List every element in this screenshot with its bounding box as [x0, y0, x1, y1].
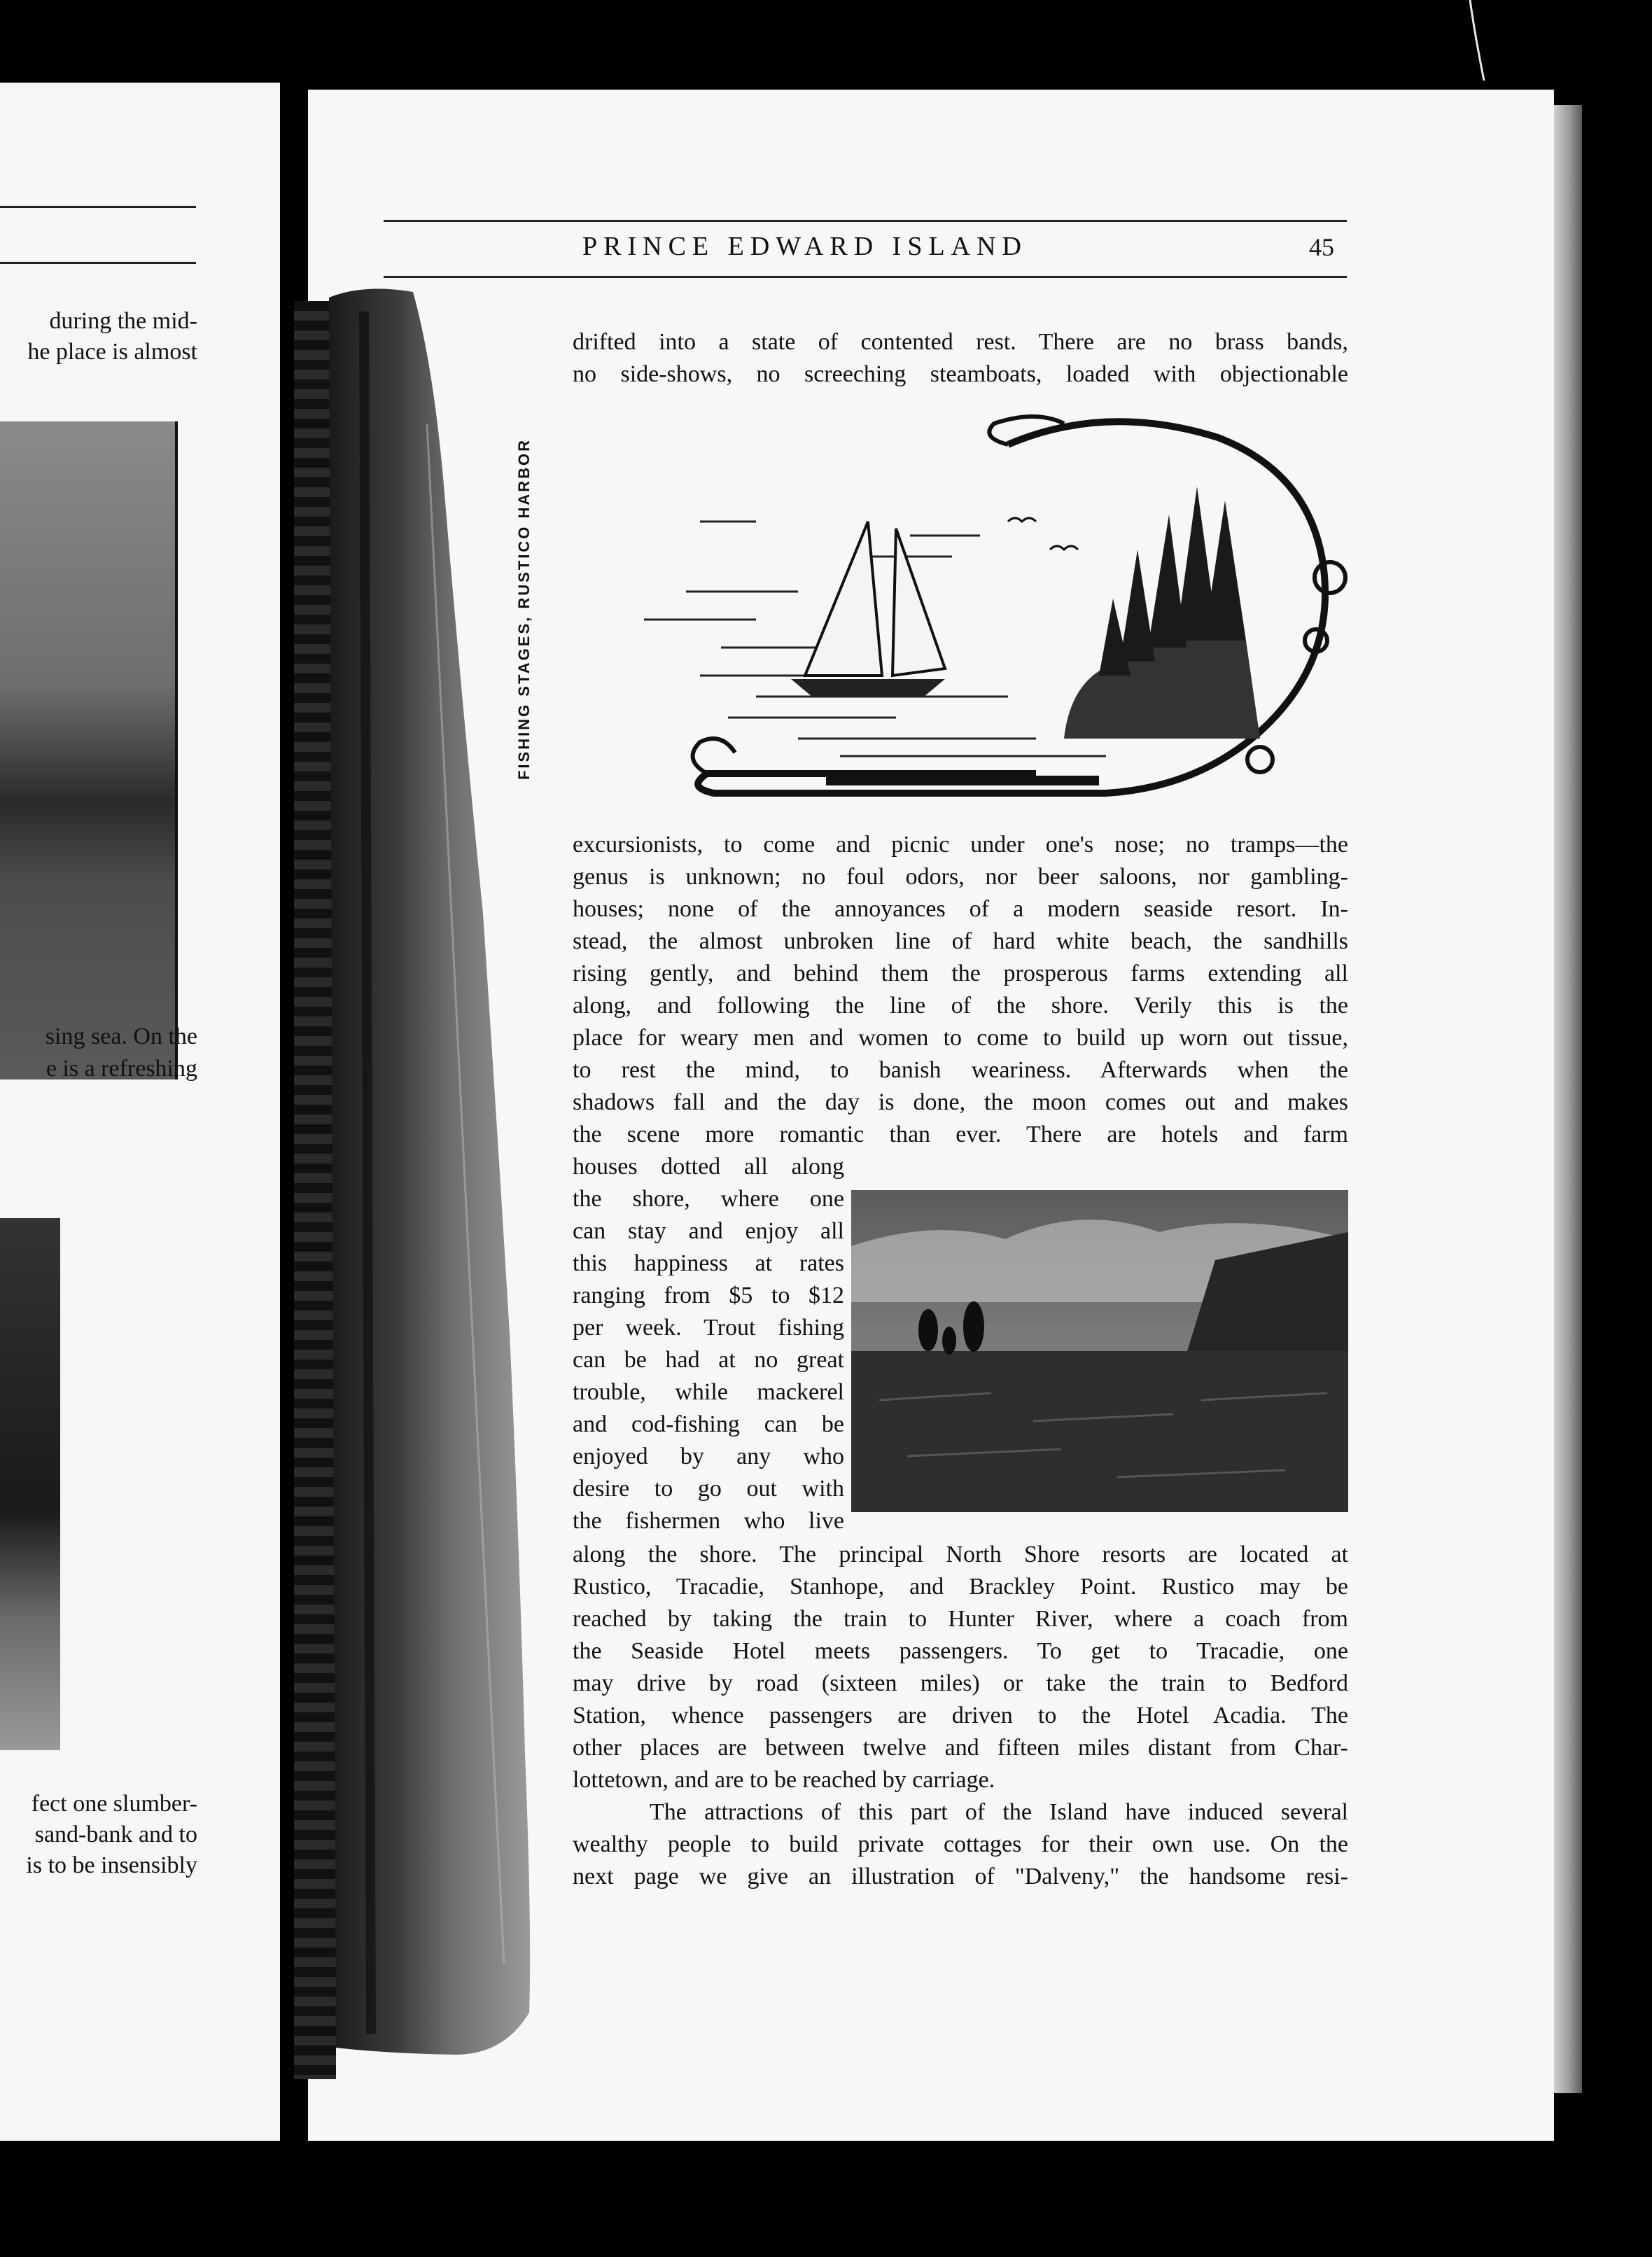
body-line: along the shore. The principal North Shore resorts are located at	[573, 1542, 1348, 1567]
scan-artifact	[1466, 0, 1488, 84]
body-line: Station, whence passengers are driven to the Hotel Acadia. The	[573, 1703, 1348, 1728]
left-text-line: fect one slumber-	[31, 1791, 197, 1817]
beach-photo	[851, 1190, 1348, 1512]
body-line: the shore, where one	[573, 1186, 844, 1212]
left-text-line: sing sea. On the	[45, 1023, 197, 1049]
sailboat-vignette	[616, 410, 1358, 802]
body-line: the Seaside Hotel meets passengers. To get to Tracadie, one	[573, 1638, 1348, 1664]
body-line: excursionists, to come and picnic under one's nose; no tramps—the	[573, 832, 1348, 858]
header-rule-bottom	[384, 276, 1347, 278]
left-header-rule-bottom	[0, 262, 196, 264]
body-line: to rest the mind, to banish weariness. Afterwards when the	[573, 1057, 1348, 1083]
left-text-line: sand-bank and to	[34, 1822, 197, 1847]
body-line: houses dotted all along	[573, 1154, 844, 1180]
left-header-rule-top	[0, 206, 196, 208]
body-line: lottetown, and are to be reached by carriage.	[573, 1767, 995, 1793]
body-line: and cod-fishing can be	[573, 1411, 844, 1437]
body-line: desire to go out with	[573, 1476, 844, 1502]
body-line: place for weary men and women to come to build up worn out tissue,	[573, 1025, 1348, 1051]
body-line: Rustico, Tracadie, Stanhope, and Brackley Point. Rustico may be	[573, 1574, 1348, 1600]
left-text-line: is to be insensibly	[26, 1852, 197, 1878]
running-title: PRINCE EDWARD ISLAND	[582, 232, 1028, 261]
left-page-photo-upper	[0, 421, 178, 1079]
plate-caption	[507, 427, 542, 791]
body-line: ranging from $5 to $12	[573, 1283, 844, 1308]
body-line: enjoyed by any who	[573, 1444, 844, 1469]
body-line: may drive by road (sixteen miles) or take the train to Bedford	[573, 1670, 1348, 1696]
plate-caption-text: FISHING STAGES, RUSTICO HARBOR	[515, 438, 533, 781]
body-line: drifted into a state of contented rest. There are no brass bands,	[573, 329, 1348, 355]
left-page-photo-lower	[0, 1218, 60, 1750]
body-line: reached by taking the train to Hunter River, where a coach from	[573, 1606, 1348, 1632]
left-text-line: e is a refreshing	[46, 1056, 197, 1082]
body-line: genus is unknown; no foul odors, nor beer saloons, nor gambling-	[573, 864, 1348, 890]
body-line: the scene more romantic than ever. There are hotels and farm	[573, 1121, 1348, 1147]
body-line: next page we give an illustration of "Dalveny," the handsome resi-	[573, 1864, 1348, 1889]
body-line: can be had at no great	[573, 1347, 844, 1373]
page-edge	[1554, 105, 1582, 2093]
body-line: can stay and enjoy all	[573, 1218, 844, 1244]
body-line: along, and following the line of the shore. Verily this is the	[573, 993, 1348, 1019]
body-line: this happiness at rates	[573, 1250, 844, 1276]
body-line: shadows fall and the day is done, the moon comes out and makes	[573, 1089, 1348, 1115]
header-rule-top	[384, 220, 1347, 222]
body-line: the fishermen who live	[573, 1508, 844, 1534]
body-line: stead, the almost unbroken line of hard white beach, the sandhills	[573, 928, 1348, 954]
left-text-line: he place is almost	[27, 339, 197, 365]
body-line: trouble, while mackerel	[573, 1379, 844, 1405]
body-line: no side-shows, no screeching steamboats, loaded with objectionable	[573, 361, 1348, 387]
body-line: per week. Trout fishing	[573, 1315, 844, 1341]
left-text-line: during the mid-	[49, 308, 197, 334]
body-line: wealthy people to build private cottages for their own use. On the	[573, 1831, 1348, 1857]
left-facing-page	[0, 83, 280, 2141]
page-number: 45	[1309, 233, 1334, 261]
body-line: houses; none of the annoyances of a modern seaside resort. In-	[573, 896, 1348, 922]
body-line: rising gently, and behind them the prosperous farms extending all	[573, 960, 1348, 986]
body-line: other places are between twelve and fifteen miles distant from Char-	[573, 1735, 1348, 1761]
body-line: The attractions of this part of the Island have induced several	[650, 1799, 1348, 1825]
